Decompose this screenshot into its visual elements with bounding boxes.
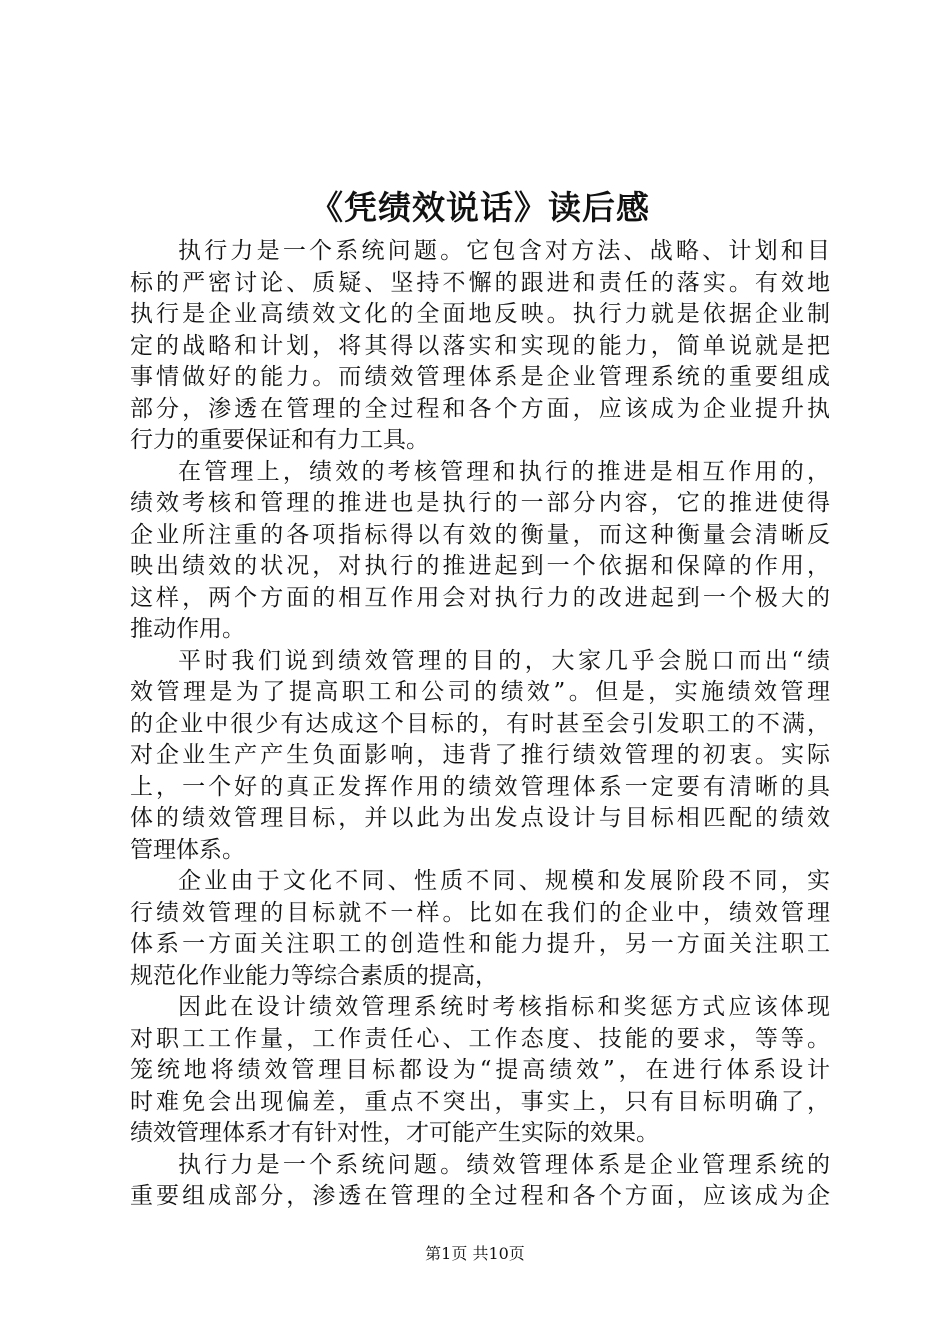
paragraph-line: 这样，两个方面的相互作用会对执行力的改进起到一个极大的 [130, 584, 830, 611]
paragraph-line: 重要组成部分，渗透在管理的全过程和各个方面，应该成为企 [130, 1183, 830, 1209]
paragraph-line: 因此在设计绩效管理系统时考核指标和奖惩方式应该体现 [178, 994, 830, 1020]
paragraph-line: 上，一个好的真正发挥作用的绩效管理体系一定要有清晰的具 [130, 773, 830, 800]
paragraph-line: 平时我们说到绩效管理的目的，大家几乎会脱口而出“绩 [178, 647, 830, 674]
paragraph-line: 执行是企业高绩效文化的全面地反映。执行力就是依据企业制 [130, 301, 830, 327]
paragraph [130, 236, 830, 457]
paragraph-line: 的企业中很少有达成这个目标的，有时甚至会引发职工的不满， [130, 710, 830, 737]
paragraph-line: 绩效考核和管理的推进也是执行的一部分内容，它的推进使得 [130, 490, 830, 516]
paragraph-line: 映出绩效的状况，对执行的推进起到一个依据和保障的作用， [130, 553, 830, 579]
paragraph-line: 绩效管理体系才有针对性，才可能产生实际的效果。 [130, 1120, 659, 1146]
paragraph-line: 标的严密讨论、质疑、坚持不懈的跟进和责任的落实。有效地 [130, 269, 830, 296]
document-title: 《凭绩效说话》读后感 [310, 188, 650, 227]
paragraph [130, 646, 830, 867]
paragraph [130, 1150, 830, 1213]
paragraph-line: 执行力是一个系统问题。绩效管理体系是企业管理系统的 [178, 1151, 830, 1178]
paragraph-line: 部分，渗透在管理的全过程和各个方面，应该成为企业提升执 [130, 395, 830, 422]
paragraph-line: 对企业生产产生负面影响，违背了推行绩效管理的初衷。实际 [130, 742, 830, 768]
paragraph-line: 效管理是为了提高职工和公司的绩效”。但是，实施绩效管理 [130, 679, 830, 705]
paragraph-line: 行力的重要保证和有力工具。 [130, 427, 429, 453]
paragraph-line: 对职工工作量，工作责任心、工作态度、技能的要求，等等。 [130, 1025, 830, 1052]
document-body [130, 236, 830, 1213]
paragraph-line: 管理体系。 [130, 836, 245, 863]
paragraph-line: 笼统地将绩效管理目标都设为“提高绩效”，在进行体系设计 [130, 1057, 830, 1083]
paragraph [130, 992, 830, 1150]
paragraph [130, 866, 830, 992]
paragraph-line: 规范化作业能力等综合素质的提高， [130, 962, 498, 989]
paragraph [130, 457, 830, 646]
paragraph-line: 执行力是一个系统问题。它包含对方法、战略、计划和目 [178, 238, 830, 264]
paragraph-line: 体系一方面关注职工的创造性和能力提升，另一方面关注职工 [130, 931, 830, 957]
page-footer: 第1页 共10页 [425, 1244, 525, 1263]
paragraph-line: 定的战略和计划，将其得以落实和实现的能力，简单说就是把 [130, 332, 830, 359]
paragraph-line: 在管理上，绩效的考核管理和执行的推进是相互作用的， [178, 458, 830, 485]
paragraph-line: 事情做好的能力。而绩效管理体系是企业管理系统的重要组成 [130, 364, 830, 390]
paragraph-line: 时难免会出现偏差，重点不突出，事实上，只有目标明确了， [130, 1088, 830, 1115]
paragraph-line: 行绩效管理的目标就不一样。比如在我们的企业中，绩效管理 [130, 899, 830, 926]
paragraph-line: 推动作用。 [130, 616, 245, 642]
paragraph-line: 企业所注重的各项指标得以有效的衡量，而这种衡量会清晰反 [130, 521, 830, 548]
paragraph-line: 企业由于文化不同、性质不同、规模和发展阶段不同，实 [178, 868, 830, 894]
paragraph-line: 体的绩效管理目标，并以此为出发点设计与目标相匹配的绩效 [130, 805, 830, 831]
